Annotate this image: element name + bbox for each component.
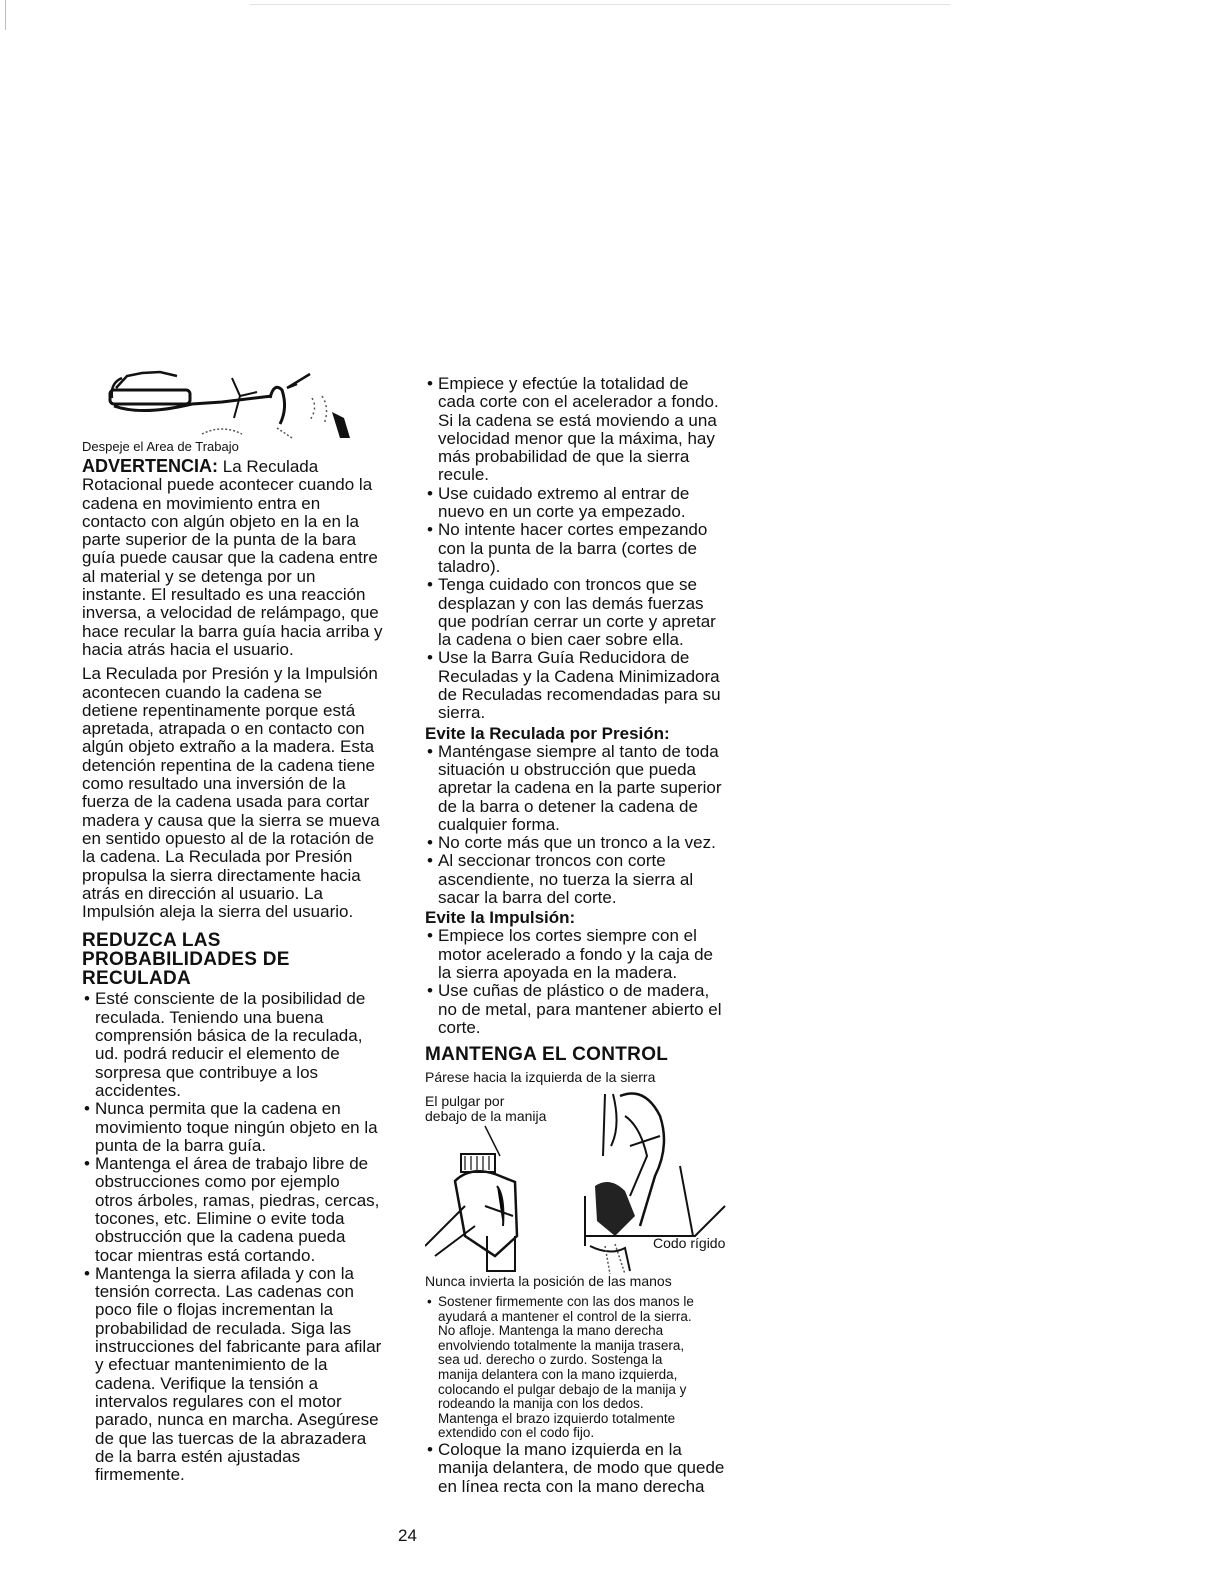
warning-line: hacia atrás hacia el usuario. <box>82 639 294 659</box>
bullet-line: instrucciones del fabricante para afilar <box>95 1337 382 1357</box>
bullet-line: cadena. Verifique la tensión a <box>95 1373 319 1393</box>
paragraph-line: propulsa la sierra directamente hacia <box>82 865 361 885</box>
bullet-line: Use cuñas de plástico o de madera, <box>438 981 710 1001</box>
bullet-line: apretar la cadena en la parte superior <box>438 778 722 798</box>
list-item <box>425 649 755 722</box>
bullet-line: Mantenga el área de trabajo libre de <box>95 1154 369 1174</box>
bullet-line: Empiece los cortes siempre con el <box>438 926 697 946</box>
heading-line: RECULADA <box>82 968 192 990</box>
bullet-line: poco file o flojas incrementan la <box>95 1300 334 1320</box>
paragraph-line: como resultado una inversión de la <box>82 774 346 794</box>
warning-line: parte superior de la punta de la bara <box>82 530 357 550</box>
bullet-line: colocando el pulgar debajo de la manija y <box>438 1381 687 1397</box>
bullet-line: cualquier forma. <box>438 814 560 834</box>
bullet-line: ayudará a mantener el control de la sierra. <box>438 1308 692 1324</box>
elbow-label: Codo rígido <box>653 1235 726 1252</box>
warning-line: al material y se detenga por un <box>82 566 316 586</box>
bullet-line: envolviendo totalmente la manija trasera, <box>438 1337 685 1353</box>
list-item <box>82 1100 412 1155</box>
list-item <box>425 743 755 834</box>
list-item <box>425 852 755 907</box>
paragraph-line: detención repentina de la cadena tiene <box>82 755 376 775</box>
bullet-line: Sostener firmemente con las dos manos le <box>438 1294 694 1310</box>
paragraph-line: la cadena. La Reculada por Presión <box>82 847 353 867</box>
bullet-line: Mantenga la sierra afilada y con la <box>95 1263 354 1283</box>
bullet-line: No afloje. Mantenga la mano derecha <box>438 1323 664 1339</box>
impulse-heading: Evite la Impulsión: <box>425 908 576 928</box>
figure-bottom-caption: Nunca invierta la posición de las manos <box>425 1273 672 1290</box>
list-item <box>82 990 412 1100</box>
paragraph-line: apretada, atrapada o en contacto con <box>82 719 365 739</box>
heading-line: PROBABILIDADES DE <box>82 949 290 971</box>
pressure-impulse-paragraph <box>82 665 412 921</box>
bullet-line: cada corte con el acelerador a fondo. <box>438 392 719 412</box>
bullet-line: Empiece y efectúe la totalidad de <box>438 374 689 393</box>
bullet-line: tensión correcta. Las cadenas con <box>95 1282 354 1302</box>
kickback-bullet-list <box>82 990 412 1484</box>
bullet-line: manija delantera con la mano izquierda, <box>438 1367 678 1383</box>
warning-line: instante. El resultado es una reacción <box>82 585 366 605</box>
bullet-line: sorpresa que contribuye a los <box>95 1062 319 1082</box>
paragraph-line: La Reculada por Presión y la Impulsión <box>82 664 378 684</box>
bullet-line: reculada. Teniendo una buena <box>95 1007 324 1027</box>
bullet-line: Nunca permita que la cadena en <box>95 1099 341 1119</box>
paragraph-line: acontecen cuando la cadena se <box>82 682 323 702</box>
warning-line: La Reculada <box>218 457 319 476</box>
list-item <box>425 485 755 522</box>
reduce-kickback-heading <box>82 931 412 988</box>
list-item <box>425 834 755 852</box>
figure-top-caption: Párese hacia la izquierda de la sierra <box>425 1069 656 1086</box>
list-item <box>425 521 755 576</box>
bullet-line: velocidad menor que la máxima, hay <box>438 428 715 448</box>
bullet-line: tocones, etc. Elimine o evite toda <box>95 1208 345 1228</box>
bullet-line: desplazan y con las demás fuerzas <box>438 593 704 613</box>
pressure-bullet-list <box>425 743 755 908</box>
bullet-line: obstrucción que la cadena pueda <box>95 1227 346 1247</box>
bullet-line: Reculadas y la Cadena Minimizadora <box>438 666 720 686</box>
bullet-line: la cadena o bien caer sobre ella. <box>438 630 684 650</box>
warning-line: cadena en movimiento entra en <box>82 493 321 513</box>
illustration-caption: Despeje el Area de Trabajo <box>82 439 239 454</box>
clear-work-area-illustration <box>82 368 352 440</box>
bullet-line: No intente hacer cortes empezando <box>438 520 708 540</box>
bullet-line: tocar mientras está cortando. <box>95 1245 316 1265</box>
bullet-line: intervalos regulares con el motor <box>95 1391 342 1411</box>
bullet-line: de que las tuercas de la abrazadera <box>95 1428 367 1448</box>
bullet-line: Use la Barra Guía Reducidora de <box>438 648 690 668</box>
warning-line: hace recular la barra guía hacia arriba y <box>82 621 383 641</box>
bullet-line: extendido con el codo fijo. <box>438 1425 595 1441</box>
paragraph-line: atrás en dirección al usuario. La <box>82 883 323 903</box>
bullet-line: con la punta de la barra (cortes de <box>438 538 697 558</box>
bullet-line: ascendiente, no tuerza la sierra al <box>438 869 694 889</box>
scan-edge-top <box>250 4 950 5</box>
bullet-line: accidentes. <box>95 1080 181 1100</box>
impulse-bullet-list <box>425 927 755 1037</box>
warning-line: Rotacional puede acontecer cuando la <box>82 475 373 495</box>
bullet-line: situación u obstrucción que pueda <box>438 759 697 779</box>
left-column <box>82 368 412 1484</box>
bullet-line: de la barra o detener la cadena de <box>438 796 698 816</box>
bullet-line: sierra. <box>438 703 486 723</box>
bullet-line: otros árboles, ramas, piedras, cercas, <box>95 1190 380 1210</box>
bullet-line: obstrucciones como por ejemplo <box>95 1172 340 1192</box>
bullet-line: comprensión básica de la reculada, <box>95 1026 363 1046</box>
bullet-line: punta de la barra guía. <box>95 1135 267 1155</box>
bullet-line: No corte más que un tronco a la vez. <box>438 833 716 853</box>
list-item <box>82 1155 412 1265</box>
bullet-line: más probabilidad de que la sierra <box>438 447 690 467</box>
paragraph-line: Impulsión aleja la sierra del usuario. <box>82 902 354 922</box>
bullet-line: sacar la barra del corte. <box>438 888 617 908</box>
bullet-line: recule. <box>438 465 490 485</box>
bullet-line: y efectuar mantenimiento de la <box>95 1355 328 1375</box>
bullet-line: parado, nunca en marcha. Asegúrese <box>95 1410 379 1430</box>
heading-line: REDUZCA LAS <box>82 930 221 952</box>
keep-control-heading: MANTENGA EL CONTROL <box>425 1044 669 1066</box>
bullet-line: motor acelerado a fondo y la caja de <box>438 944 714 964</box>
page-number: 24 <box>398 1526 417 1545</box>
bullet-line: taladro). <box>438 556 501 576</box>
list-item <box>425 576 755 649</box>
bullet-line: de Reculadas recomendadas para su <box>438 685 721 705</box>
bullet-line: movimiento toque ningún objeto en la <box>95 1117 378 1137</box>
bullet-line: Al seccionar troncos con corte <box>438 851 666 871</box>
bullet-line: ud. podrá reducir el elemento de <box>95 1044 340 1064</box>
bullet-line: Tenga cuidado con troncos que se <box>438 575 697 595</box>
list-item <box>425 1441 755 1496</box>
bullet-line: la sierra apoyada en la madera. <box>438 962 678 982</box>
bullet-line: Esté consciente de la posibilidad de <box>95 989 366 1009</box>
cutting-bullet-list <box>425 375 755 723</box>
bullet-line: Coloque la mano izquierda en la <box>438 1440 682 1460</box>
bullet-line: nuevo en un corte ya empezado. <box>438 502 686 522</box>
bullet-line: firmemente. <box>95 1465 185 1485</box>
list-item <box>425 375 755 485</box>
bullet-line: sea ud. derecho o zurdo. Sostenga la <box>438 1352 663 1368</box>
bullet-line: de la barra estén ajustadas <box>95 1446 301 1466</box>
list-item <box>425 982 755 1037</box>
list-item <box>425 1295 755 1441</box>
paragraph-line: en sentido opuesto al de la rotación de <box>82 828 375 848</box>
paragraph-line: detiene repentinamente porque está <box>82 700 356 720</box>
label-line: debajo de la manija <box>425 1108 547 1125</box>
bullet-line: en línea recta con la mano derecha <box>438 1476 705 1496</box>
paragraph-line: madera y causa que la sierra se mueva <box>82 810 380 830</box>
bullet-line: Mantenga el brazo izquierdo totalmente <box>438 1410 676 1426</box>
warning-paragraph <box>82 457 412 659</box>
label-line: El pulgar por <box>425 1093 505 1110</box>
bullet-line: probabilidad de reculada. Siga las <box>95 1318 352 1338</box>
list-item <box>425 927 755 982</box>
bullet-line: rodeando la manija con los dedos. <box>438 1396 644 1412</box>
paragraph-line: algún objeto extraño a la madera. Esta <box>82 737 375 757</box>
bullet-line: corte. <box>438 1017 481 1037</box>
bullet-line: Use cuidado extremo al entrar de <box>438 483 690 503</box>
scan-edge-left <box>5 0 6 30</box>
warning-line: inversa, a velocidad de relámpago, que <box>82 603 379 623</box>
bullet-line: Manténgase siempre al tanto de toda <box>438 741 719 761</box>
bullet-line: Si la cadena se está moviendo a una <box>438 410 717 430</box>
bullet-line: no de metal, para mantener abierto el <box>438 999 722 1019</box>
pressure-kickback-heading: Evite la Reculada por Presión: <box>425 723 670 743</box>
bullet-line: manija delantera, de modo que quede <box>438 1458 725 1478</box>
list-item <box>82 1265 412 1485</box>
right-column <box>425 375 755 1496</box>
warning-line: guía puede causar que la cadena entre <box>82 548 378 568</box>
warning-line: contacto con algún objeto en la en la <box>82 511 359 531</box>
bullet-line: que podrían cerrar un corte y apretar <box>438 611 716 631</box>
control-figure <box>425 1068 755 1276</box>
paragraph-line: fuerza de la cadena usada para cortar <box>82 792 370 812</box>
warning-title: ADVERTENCIA: <box>82 456 219 476</box>
control-bullet-list <box>425 1295 755 1496</box>
